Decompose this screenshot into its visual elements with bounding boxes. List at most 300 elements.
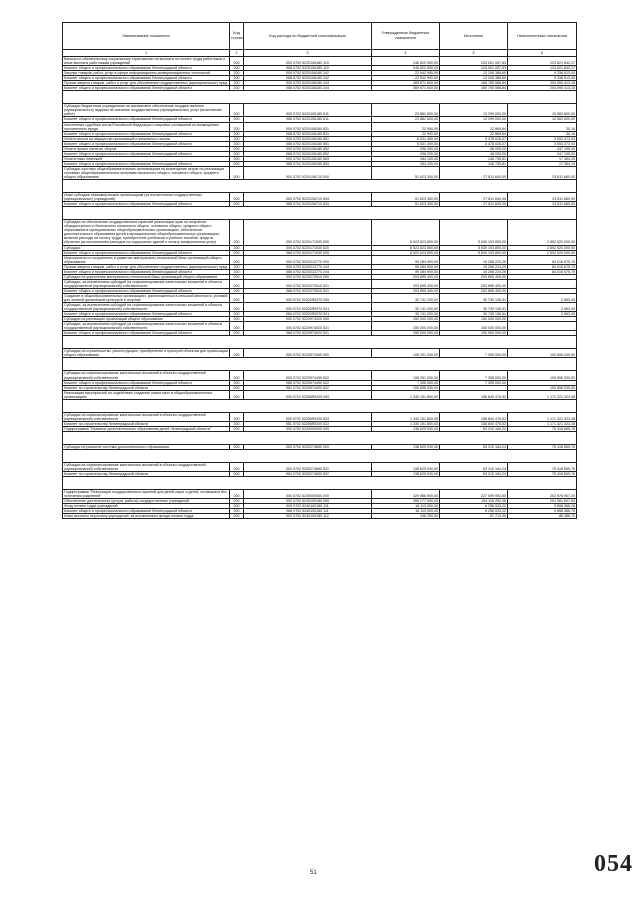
row-line-code: 200 xyxy=(230,421,244,426)
table-row xyxy=(63,264,577,269)
row-executed: 48 005,00 xyxy=(440,146,508,151)
row-line-code: 200 xyxy=(230,136,244,141)
table-row xyxy=(63,317,577,322)
row-unexecuted: 10 583 800,00 xyxy=(508,104,577,117)
table-row xyxy=(63,288,577,293)
row-approved: 296 200,00 xyxy=(372,151,440,156)
table-row xyxy=(63,250,577,255)
row-unexecuted: 3 053 373,93 xyxy=(508,136,577,141)
row-name: Прочая закупка товаров, работ и услуг для обеспечения государственных (муниципальных) нужд xyxy=(63,81,230,86)
row-line-code: 200 xyxy=(230,76,244,81)
row-line-code: 200 xyxy=(230,514,244,519)
spacer-row xyxy=(63,207,577,220)
row-approved: 150 000 000,00 xyxy=(372,331,440,336)
row-approved: 203 895 400,00 xyxy=(372,279,440,288)
row-unexecuted: - xyxy=(508,274,577,279)
row-executed: 158 840 476,52 xyxy=(440,412,508,421)
row-unexecuted: 202 976 907,20 xyxy=(508,490,577,499)
row-budget-code: 000 0702 5220574490 000 xyxy=(244,349,372,358)
row-executed: 13 206 386,60 xyxy=(440,71,508,76)
row-approved: 99 284 900,00 xyxy=(372,264,440,269)
row-line-code: 200 xyxy=(230,269,244,274)
row-name: Комитет общего и профессионального образования Ленинградской области xyxy=(63,312,230,317)
row-line-code: 200 xyxy=(230,426,244,431)
row-name: Иные выплаты персоналу учреждений, за исключением фонда оплаты труда xyxy=(63,514,230,519)
row-unexecuted: 1 171 321 323,48 xyxy=(508,412,577,421)
row-executed: 63 210 164,24 xyxy=(440,463,508,472)
row-executed: 7 395 000,00 xyxy=(440,380,508,385)
row-budget-code: 068 0702 5220106180 831 xyxy=(244,131,372,136)
row-line-code: 200 xyxy=(230,509,244,514)
row-unexecuted: 9 856 366,78 xyxy=(508,509,577,514)
row-unexecuted: 100 896 030,00 xyxy=(508,371,577,380)
row-approved: 7 395 000,00 xyxy=(372,380,440,385)
row-approved: 99 284 900,00 xyxy=(372,255,440,264)
row-unexecuted: 247 195,00 xyxy=(508,146,577,151)
row-unexecuted: 88 486,70 xyxy=(508,514,577,519)
table-row xyxy=(63,390,577,399)
row-name: Комитет общего и профессионального образования Ленинградской области xyxy=(63,380,230,385)
row-unexecuted: 75 418 865,76 xyxy=(508,444,577,449)
spacer-cell xyxy=(63,207,577,220)
row-line-code: 200 xyxy=(230,146,244,151)
row-budget-code: 068 0702 5220106180 242 xyxy=(244,76,372,81)
row-line-code: 200 xyxy=(230,472,244,477)
row-approved: 164 100,00 xyxy=(372,161,440,166)
row-budget-code: 000 0702 5220213770 000 xyxy=(244,255,372,264)
row-name: Комитет по строительству Ленинградской области xyxy=(63,472,230,477)
row-unexecuted: 9 856 366,78 xyxy=(508,504,577,509)
row-executed: 165 780 586,84 xyxy=(440,81,508,86)
row-name: Субсидии на софинансирование капитальных вложений в объекты государственной (муниципальной) собственности xyxy=(63,371,230,380)
row-approved: 150 000 000,00 xyxy=(372,322,440,331)
table-row xyxy=(63,269,577,274)
row-name: Реализация мероприятий по содействию созданию новых мест в общеобразовательных организациях xyxy=(63,390,230,399)
row-budget-code: 000 0702 5230274650 000 xyxy=(244,444,372,449)
row-unexecuted: 23 811 660,00 xyxy=(508,202,577,207)
row-budget-code: 068 0702 5220171530 520 xyxy=(244,250,372,255)
row-unexecuted: 9 336 513,40 xyxy=(508,71,577,76)
row-line-code: 200 xyxy=(230,293,244,302)
row-line-code: 200 xyxy=(230,303,244,312)
row-budget-code: 000 0702 52202R0970 000 xyxy=(244,293,372,302)
row-name: Субсидии, за исключением субсидий на софинансирование капитальных вложений в объекты государственной (муниципальной) собственности xyxy=(63,303,230,312)
header-row xyxy=(63,23,577,50)
row-executed: 203 895 400,00 xyxy=(440,288,508,293)
row-unexecuted: - xyxy=(508,317,577,322)
row-name: Субсидии xyxy=(63,245,230,250)
row-unexecuted: 123 621 842,17 xyxy=(508,57,577,66)
table-row xyxy=(63,412,577,421)
row-line-code: 200 xyxy=(230,245,244,250)
table-row xyxy=(63,193,577,202)
table-row xyxy=(63,444,577,449)
row-line-code: 200 xyxy=(230,349,244,358)
row-line-code: 200 xyxy=(230,117,244,122)
row-unexecuted: 3 053 373,93 xyxy=(508,141,577,146)
table-row xyxy=(63,303,577,312)
row-line-code: 200 xyxy=(230,141,244,146)
row-approved: 30 741 200,00 xyxy=(372,293,440,302)
row-executed: 7 395 000,00 xyxy=(440,371,508,380)
row-executed: 3 478 026,07 xyxy=(440,141,508,146)
row-line-code: 200 xyxy=(230,81,244,86)
row-budget-code: 068 0702 5240100180 111 xyxy=(244,509,372,514)
row-budget-code: 000 0702 5220974020 000 xyxy=(244,317,372,322)
budget-execution-table xyxy=(62,22,577,519)
row-budget-code: 000 0702 5220171530 000 xyxy=(244,220,372,245)
row-approved: 23 882 800,00 xyxy=(372,117,440,122)
spacer-row xyxy=(63,431,577,444)
row-approved: 395 277 900,00 xyxy=(372,499,440,504)
table-row xyxy=(63,202,577,207)
row-name: Комитет общего и профессионального образования Ленинградской области xyxy=(63,131,230,136)
row-line-code: 200 xyxy=(230,250,244,255)
row-unexecuted: 75 418 865,76 xyxy=(508,463,577,472)
row-approved: 164 100,00 xyxy=(372,156,440,161)
row-executed: 227 009 992,80 xyxy=(440,490,508,499)
row-unexecuted: 10 583 800,00 xyxy=(508,117,577,122)
row-executed: 13 206 386,60 xyxy=(440,76,508,81)
row-budget-code: 068 0702 5220106180 852 xyxy=(244,151,372,156)
row-executed: 27 811 640,00 xyxy=(440,193,508,202)
row-approved: 369 871 600,00 xyxy=(372,81,440,86)
row-budget-code: 068 0702 5220270510 521 xyxy=(244,288,372,293)
row-name: Обеспечение деятельности (услуги, работы) государственных учреждений xyxy=(63,499,230,504)
row-budget-code: 068 0702 52202R0970 521 xyxy=(244,312,372,317)
table-row xyxy=(63,122,577,131)
column-number: 2 xyxy=(230,50,244,57)
table-row xyxy=(63,490,577,499)
row-name: Комитет общего и профессионального образования Ленинградской области xyxy=(63,117,230,122)
row-line-code: 200 xyxy=(230,57,244,66)
row-budget-code: 000 0702 5240100180 112 xyxy=(244,514,372,519)
spacer-cell xyxy=(63,477,577,490)
row-line-code: 200 xyxy=(230,380,244,385)
row-executed: 203 895 400,00 xyxy=(440,279,508,288)
row-name: Субсидии на развитие системы дополнительного образования xyxy=(63,444,230,449)
table-row xyxy=(63,166,577,179)
row-executed: 150 000 000,00 xyxy=(440,322,508,331)
row-executed: - xyxy=(440,385,508,390)
row-budget-code: 000 0702 5240100180 111 xyxy=(244,504,372,509)
table-row xyxy=(63,131,577,136)
row-line-code: 200 xyxy=(230,151,244,156)
table-row xyxy=(63,104,577,117)
row-executed: 15 268 224,25 xyxy=(440,255,508,264)
table-row xyxy=(63,463,577,472)
row-approved: 8 522 623 800,00 xyxy=(372,250,440,255)
row-unexecuted: 2 892 520 000,00 xyxy=(508,220,577,245)
row-approved: 23 882 800,00 xyxy=(372,104,440,117)
row-budget-code: 068 0702 5220974020 521 xyxy=(244,331,372,336)
row-budget-code: 000 0702 52255R5200 000 xyxy=(244,390,372,399)
row-line-code: 200 xyxy=(230,71,244,76)
row-name: Уплата прочих налогов, сборов xyxy=(63,146,230,151)
spacer-row xyxy=(63,180,577,193)
spacer-row xyxy=(63,358,577,371)
row-approved: 6 531 400,00 xyxy=(372,141,440,146)
row-line-code: 200 xyxy=(230,385,244,390)
row-line-code: 200 xyxy=(230,131,244,136)
row-name: Субсидии, за исключением субсидий на софинансирование капитальных вложений в объекты государственной (муниципальной) собственности xyxy=(63,322,230,331)
row-budget-code: 068 0702 5220106180 119 xyxy=(244,66,372,71)
row-approved: 22 900,00 xyxy=(372,131,440,136)
row-name: Комитет общего и профессионального образования Ленинградской области xyxy=(63,509,230,514)
row-name: Мероприятия по сохранению и развитию материально-технической базы организаций общего образования xyxy=(63,255,230,264)
table-row xyxy=(63,279,577,288)
row-budget-code: 000 0702 5240100180 000 xyxy=(244,499,372,504)
row-name: Комитет общего и профессионального образования Ленинградской области xyxy=(63,86,230,91)
row-name: Взносы по обязательному социальному страхованию на выплаты по оплате труда работников и иные выплаты работникам учреждений xyxy=(63,57,230,66)
row-approved: 1 330 151 800,00 xyxy=(372,390,440,399)
row-approved: 99 284 900,00 xyxy=(372,269,440,274)
row-unexecuted: - xyxy=(508,322,577,331)
row-approved: 30 741 200,00 xyxy=(372,303,440,312)
spacer-cell xyxy=(63,336,577,349)
row-executed: 57 713,30 xyxy=(440,514,508,519)
spacer-cell xyxy=(63,399,577,412)
spacer-cell xyxy=(63,450,577,463)
row-budget-code: 000 0702 5220106180 852 xyxy=(244,146,372,151)
table-row xyxy=(63,66,577,71)
table-row xyxy=(63,472,577,477)
row-line-code: 200 xyxy=(230,86,244,91)
row-executed: 150 000 000,00 xyxy=(440,317,508,322)
row-budget-code: 000 0702 5220106180 611 xyxy=(244,104,372,117)
row-budget-code: 068 0702 5220106180 611 xyxy=(244,117,372,122)
row-unexecuted: 1 171 321 323,48 xyxy=(508,421,577,426)
row-unexecuted: 100 896 030,00 xyxy=(508,349,577,358)
row-executed: 150 000 000,00 xyxy=(440,331,508,336)
table-body xyxy=(63,57,577,519)
row-executed: 6 256 533,22 xyxy=(440,509,508,514)
row-approved: 16 113 900,00 xyxy=(372,504,440,509)
table-row xyxy=(63,274,577,279)
table-row xyxy=(63,161,577,166)
row-approved: 203 895 400,00 xyxy=(372,288,440,293)
row-budget-code: 068 0702 5220106180 851 xyxy=(244,141,372,146)
table-row xyxy=(63,331,577,336)
header-executed: Исполнено xyxy=(440,23,508,50)
row-name: Субсидии на софинансирование капитальных вложений в объекты государственной (муниципальной) собственности xyxy=(63,412,230,421)
row-line-code: 200 xyxy=(230,202,244,207)
row-executed: 63 210 164,24 xyxy=(440,472,508,477)
row-budget-code: 068 0702 5220213770 244 xyxy=(244,269,372,274)
row-approved: 138 629 030,00 xyxy=(372,472,440,477)
row-line-code: 200 xyxy=(230,371,244,380)
row-name: Субсидии на реновацию организаций общего образования xyxy=(63,317,230,322)
table-row xyxy=(63,255,577,264)
row-name: Комитет общего и профессионального образования Ленинградской области xyxy=(63,250,230,255)
row-budget-code: 068 0702 5220106710 634 xyxy=(244,202,372,207)
table-row xyxy=(63,141,577,146)
row-unexecuted: 17 364,19 xyxy=(508,156,577,161)
row-name: Закупка товаров, работ, услуг в сфере информационно-коммуникационных технологий xyxy=(63,71,230,76)
row-budget-code: 000 0702 52255R5200 522 xyxy=(244,412,372,421)
row-name: Субсидии на строительство, реконструкцию, приобретение и пристрой объектов для организации общего образования xyxy=(64,349,228,358)
row-budget-code: 000 0702 5220106180 831 xyxy=(244,122,372,131)
table-row xyxy=(63,293,577,302)
table-row xyxy=(63,499,577,504)
row-budget-code: 000 0702 5220106180 853 xyxy=(244,156,372,161)
row-approved: 22 900,00 xyxy=(372,122,440,131)
row-name: Уплата иных платежей xyxy=(63,156,230,161)
row-unexecuted: 2 892 520 000,00 xyxy=(508,250,577,255)
row-executed: 48 005,00 xyxy=(440,151,508,156)
row-line-code: 200 xyxy=(230,322,244,331)
row-line-code: 200 xyxy=(230,444,244,449)
table-row xyxy=(63,220,577,245)
row-name: Комитет общего и профессионального образования Ленинградской области xyxy=(63,331,230,336)
row-line-code: 200 xyxy=(230,264,244,269)
row-approved: 51 623 300,00 xyxy=(372,193,440,202)
row-name: Субсидии, за исключением субсидий на софинансирование капитальных вложений в объекты государственной (муниципальной) собственности xyxy=(63,279,230,288)
row-line-code: 200 xyxy=(230,156,244,161)
row-unexecuted: - xyxy=(508,288,577,293)
row-executed: 15 268 224,25 xyxy=(440,264,508,269)
row-name: Комитет общего и профессионального образования Ленинградской области xyxy=(63,269,230,274)
row-name: Комитет по строительству Ленинградской области xyxy=(63,421,230,426)
row-name: Комитет по строительству Ленинградской области xyxy=(63,385,230,390)
row-unexecuted: 75 418 865,76 xyxy=(508,472,577,477)
row-executed: 27 811 640,00 xyxy=(440,202,508,207)
row-name: Комитет общего и профессионального образования Ленинградской области xyxy=(63,141,230,146)
table-row xyxy=(63,312,577,317)
row-executed: 146 735,81 xyxy=(440,156,508,161)
table-row xyxy=(63,136,577,141)
row-budget-code: 068 0702 5220574490 522 xyxy=(244,380,372,385)
row-approved: 22 542 900,00 xyxy=(372,71,440,76)
row-approved: 6 531 400,00 xyxy=(372,136,440,141)
row-unexecuted: 204 090 413,16 xyxy=(508,81,577,86)
row-approved: 51 623 300,00 xyxy=(372,166,440,179)
row-line-code: 200 xyxy=(230,279,244,288)
row-approved: 108 291 030,00 xyxy=(372,349,440,358)
header-line-code: Код строки xyxy=(230,23,244,50)
spacer-row xyxy=(63,336,577,349)
row-name: Комитет общего и профессионального образования Ленинградской области xyxy=(63,76,230,81)
spacer-row xyxy=(63,91,577,104)
row-approved: 146 200,00 xyxy=(372,514,440,519)
row-executed: 194 116 292,06 xyxy=(440,499,508,504)
row-approved: 1 330 151 800,00 xyxy=(372,421,440,426)
row-approved: 8 522 623 800,00 xyxy=(372,220,440,245)
row-name: Подпрограмма "Реализация государственных гарантий для детей-сирот и детей, оставшихся без попечения родителей" xyxy=(63,490,230,499)
row-name: Субсидии на обеспечение государственных гарантий реализации прав на получение общедоступного и бесплатного начального общего, основного общего, среднего общего образования в муниципальных общеобразовательных организациях, обеспечение дополнительного образования детей в муниципальных общеобразовательных организациях, включая расходы на оплату труда, приобретение учебников и учебных пособий, средств обучения (за исключением расходов на содержание зданий и оплату коммунальных услуг) xyxy=(63,220,230,245)
column-number: 5 xyxy=(440,50,508,57)
row-executed: 165 780 586,84 xyxy=(440,86,508,91)
row-name: Прочая закупка товаров, работ и услуг для обеспечения государственных (муниципальных) нужд xyxy=(63,264,230,269)
row-executed: 13 299 000,00 xyxy=(440,117,508,122)
row-unexecuted: 30,16 xyxy=(508,122,577,131)
row-budget-code: 000 0702 5220171530 520 xyxy=(244,245,372,250)
row-budget-code: 000 0702 5230274650 522 xyxy=(244,463,372,472)
row-budget-code: 981 0702 52255R5200 522 xyxy=(244,421,372,426)
row-approved: 100 896 030,00 xyxy=(372,385,440,390)
row-line-code: 200 xyxy=(230,317,244,322)
header-approved: Утвержденные бюджетные назначения xyxy=(372,23,440,50)
row-unexecuted: 2 063,49 xyxy=(508,293,577,302)
row-approved: 22 542 900,00 xyxy=(372,76,440,81)
row-line-code: 200 xyxy=(230,412,244,421)
row-name: Субсидии частным общеобразовательным организациям на возмещение затрат по реализации основных общеобразовательных программ начального общего, основного общего, среднего общего образования xyxy=(63,166,230,179)
column-number: 6 xyxy=(508,50,577,57)
column-number-row xyxy=(63,50,577,57)
row-name: Комитет общего и профессионального образования Ленинградской области xyxy=(63,151,230,156)
row-executed: 22 869,84 xyxy=(440,122,508,131)
row-approved: 138 629 030,00 xyxy=(372,463,440,472)
row-executed: 7 395 000,00 xyxy=(440,349,508,358)
row-budget-code: 000 0702 5220106710 000 xyxy=(244,166,372,179)
row-executed: 3 478 026,07 xyxy=(440,136,508,141)
spacer-row xyxy=(63,450,577,463)
row-unexecuted: - xyxy=(508,331,577,336)
row-unexecuted: 201 061 607,94 xyxy=(508,499,577,504)
row-budget-code: 000 0702 5220106710 634 xyxy=(244,193,372,202)
row-budget-code: 981 0702 5220574490 522 xyxy=(244,385,372,390)
row-name: Субсидии бюджетным учреждениям на финансовое обеспечение государственного (муниципального) задания на оказание государственных (муниципальных) услуг (выполнение работ) xyxy=(63,104,230,117)
spacer-cell xyxy=(63,358,577,371)
row-approved: 246 622 900,00 xyxy=(372,57,440,66)
row-unexecuted: 2 063,49 xyxy=(508,303,577,312)
row-unexecuted: 9 336 513,40 xyxy=(508,76,577,81)
row-line-code: 200 xyxy=(230,122,244,131)
row-line-code: 200 xyxy=(230,463,244,472)
row-approved: 16 113 900,00 xyxy=(372,509,440,514)
row-budget-code: 000 0702 5220270510 521 xyxy=(244,279,372,288)
table-row xyxy=(63,322,577,331)
row-name: Субсидии на укрепление материально-технической базы организаций общего образования xyxy=(63,274,230,279)
row-approved: 8 522 623 800,00 xyxy=(372,245,440,250)
row-line-code: 200 xyxy=(230,312,244,317)
row-approved: 108 291 030,00 xyxy=(372,371,440,380)
row-executed: 63 210 164,24 xyxy=(440,444,508,449)
table-row xyxy=(63,71,577,76)
row-line-code: 200 xyxy=(230,331,244,336)
row-unexecuted: 2 063,49 xyxy=(508,312,577,317)
row-budget-code: 000 0702 5230000000 000 xyxy=(244,426,372,431)
row-executed: 5 630 103 800,00 xyxy=(440,245,508,250)
row-budget-code: 000 0702 5220270510 000 xyxy=(244,274,372,279)
row-name: Фонд оплаты труда учреждений xyxy=(63,504,230,509)
row-budget-code: 000 0702 5220106180 851 xyxy=(244,136,372,141)
row-executed: 158 840 476,52 xyxy=(440,390,508,399)
row-executed: 15 268 224,25 xyxy=(440,269,508,274)
row-unexecuted: 1 171 321 323,48 xyxy=(508,390,577,399)
row-unexecuted: 17 364,19 xyxy=(508,161,577,166)
row-budget-code: 000 0702 5220106180 119 xyxy=(244,57,372,66)
row-approved: 138 629 030,00 xyxy=(372,426,440,431)
table-row xyxy=(63,371,577,380)
row-budget-code: 000 0702 5220213770 244 xyxy=(244,264,372,269)
page-number: 51 xyxy=(310,870,317,876)
row-line-code: 200 xyxy=(230,490,244,499)
table-row xyxy=(63,509,577,514)
table-row xyxy=(63,81,577,86)
row-name: Подпрограмма "Развитие дополнительного образования детей Ленинградской области" xyxy=(63,426,230,431)
row-executed: 123 001 057,83 xyxy=(440,66,508,71)
row-line-code: 200 xyxy=(230,166,244,179)
row-line-code: 200 xyxy=(230,288,244,293)
row-line-code: 200 xyxy=(230,499,244,504)
row-budget-code: 981 0702 5230274650 522 xyxy=(244,472,372,477)
row-executed: 13 299 000,00 xyxy=(440,104,508,117)
row-unexecuted: 23 811 660,00 xyxy=(508,166,577,179)
row-name: Комитет общего и профессионального образования Ленинградской области xyxy=(63,288,230,293)
column-number: 3 xyxy=(244,50,372,57)
spacer-row xyxy=(63,399,577,412)
